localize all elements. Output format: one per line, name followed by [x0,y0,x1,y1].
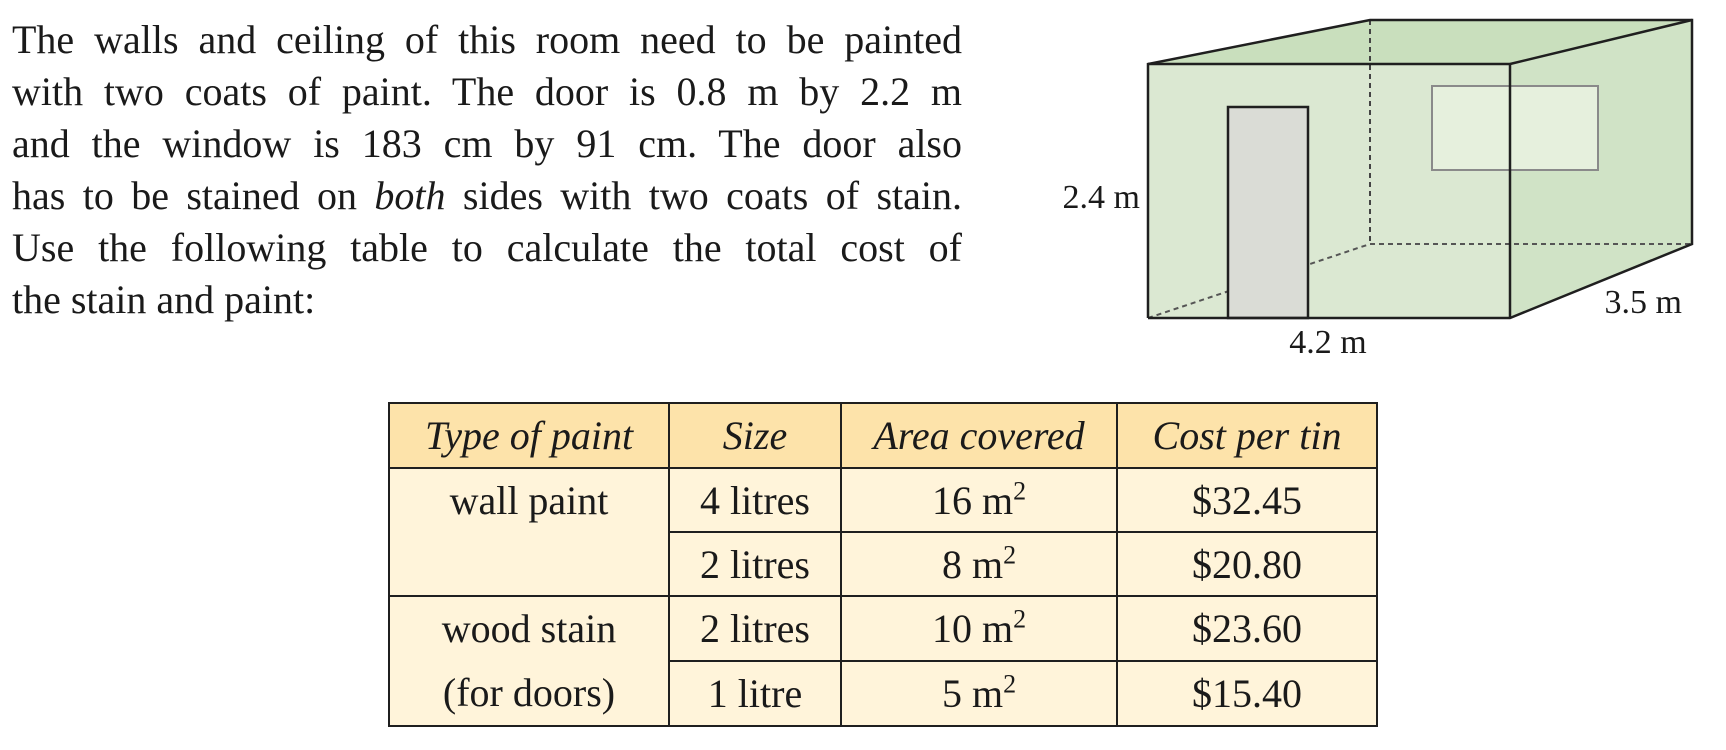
problem-statement [12,14,962,326]
size-cell: 1 litre [669,661,841,726]
cost-cell: $15.40 [1117,661,1377,726]
area-value: 5 m [941,671,1004,716]
area-cell [841,596,1117,661]
problem-line-4-start: has to be stained on [12,173,375,218]
height-label: 2.4 m [1062,179,1140,216]
door-shape [1228,107,1308,318]
area-cell [841,532,1117,596]
area-exponent: 2 [1013,604,1027,634]
cost-cell: $23.60 [1117,596,1377,661]
table-row [389,596,1377,661]
area-cell [841,468,1117,532]
size-cell: 2 litres [669,532,841,596]
problem-line-5: Use the following table to calculate the total cost of [12,225,962,270]
header-type-of-paint: Type of paint [389,403,669,468]
emphasis-both: both [374,173,446,218]
area-exponent: 2 [1003,669,1017,699]
header-cost-per-tin: Cost per tin [1117,403,1377,468]
area-value: 8 m [941,541,1004,587]
type-label: wood stain [441,606,617,651]
paint-cost-table [388,402,1378,727]
table-header-row [389,403,1377,468]
area-exponent: 2 [1013,476,1027,506]
type-cell-wall-paint [389,468,669,596]
size-cell: 4 litres [669,468,841,532]
depth-label: 3.5 m [1604,284,1682,321]
window-shape [1432,86,1598,170]
area-value: 10 m [931,606,1014,651]
problem-line-4 [12,170,962,222]
type-cell-wood-stain [389,596,669,726]
size-cell: 2 litres [669,596,841,661]
header-size: Size [669,403,841,468]
room-diagram [1040,0,1726,370]
problem-line-6: the stain and paint: [12,277,316,322]
cost-cell: $20.80 [1117,532,1377,596]
problem-line-3: and the window is 183 cm by 91 cm. The door also [12,121,962,166]
problem-line-4-tail: sides with two coats of stain. [445,173,962,218]
area-value: 16 m [931,477,1014,523]
area-cell [841,661,1117,726]
room-diagram-svg [1040,0,1726,370]
problem-line-1: The walls and ceiling of this room need to be painted [12,17,962,62]
type-label-line2: (for doors) [442,670,616,715]
type-label: wall paint [449,478,609,523]
cost-cell: $32.45 [1117,468,1377,532]
width-label: 4.2 m [1289,324,1367,361]
table-row [389,468,1377,532]
problem-line-2: with two coats of paint. The door is 0.8 m by 2.2 m [12,69,962,114]
area-exponent: 2 [1003,540,1017,570]
header-area-covered: Area covered [841,403,1117,468]
